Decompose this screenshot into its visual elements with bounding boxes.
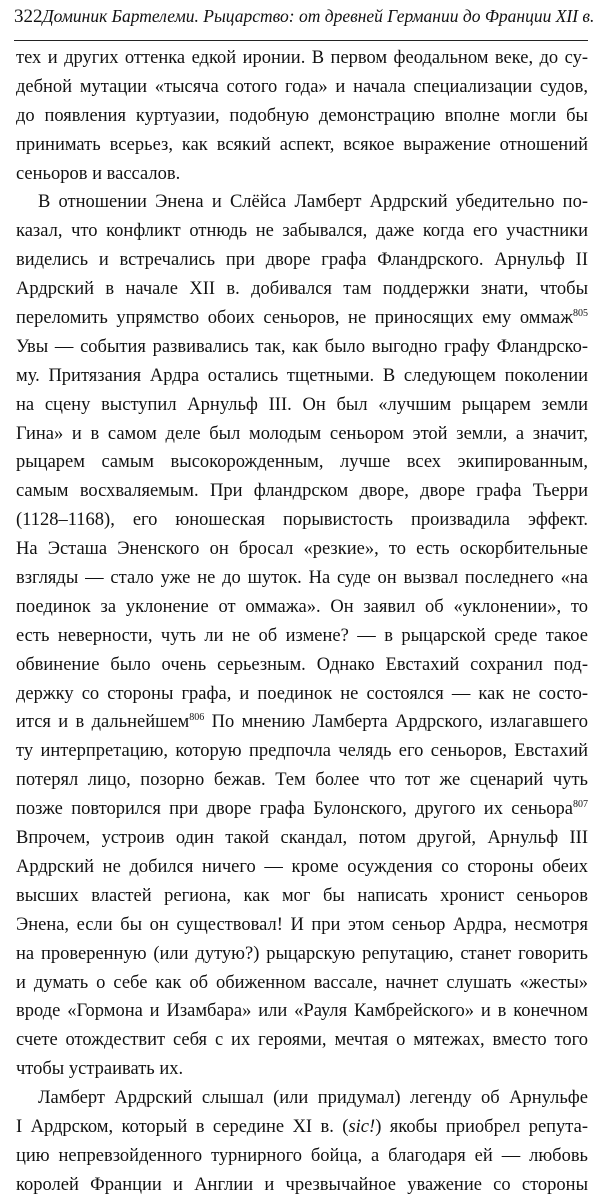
footnote-marker: 806 [189, 712, 205, 724]
text-line [16, 362, 588, 391]
text-line [16, 1055, 588, 1084]
line-text: Ардрский не добился ничего — кроме осуждения со стороны обеих [16, 856, 588, 877]
line-text: Гина» и в самом деле был молодым сеньором этой земли, а значит, [16, 423, 588, 444]
text-line [16, 304, 588, 333]
line-text: дебной мутации «тысяча сотого года» и начала специализации судов, [16, 76, 588, 97]
text-line [16, 160, 588, 189]
line-text: и думать о себе как об обиженном вассале, начнет слушать «жесты» [16, 972, 588, 993]
line-text: поединок за уклонение от оммажа». Он заявил об «уклонении», то [16, 596, 588, 617]
text-line [16, 333, 588, 362]
text-line [16, 997, 588, 1026]
line-text: самым восхваляемым. При фландрском дворе, дворе графа Тьерри [16, 481, 588, 502]
line-text: есть неверности, чуть ли не об измене? — в рыцарской среде такое [16, 625, 588, 646]
text-line [16, 766, 588, 795]
line-text-continued: По мнению Ламберта Ардрского, излагавшего [204, 712, 588, 733]
text-line [16, 448, 588, 477]
text-line [16, 651, 588, 680]
italic-text: sic! [348, 1116, 376, 1137]
running-title: Доминик Бартелеми. Рыцарство: от древней Германии до Франции XII в. [42, 6, 595, 26]
line-text-continued: ) якобы приобрел репута- [375, 1116, 588, 1137]
text-line [16, 44, 588, 73]
text-line [16, 275, 588, 304]
line-text: переломить упрямство обоих сеньоров, не приносящих ему оммаж [16, 308, 573, 329]
line-text: высших властей региона, как мог бы написать хронист сеньоров [16, 885, 588, 906]
text-line [16, 506, 588, 535]
text-line [16, 795, 588, 824]
line-text: В отношении Энена и Слёйса Ламберт Ардрский убедительно по- [38, 192, 588, 213]
line-text: ится и в дальнейшем [16, 712, 190, 733]
line-text: королей Франции и Англии и чрезвычайное уважение со стороны [16, 1174, 588, 1195]
line-text: сеньоров и вассалов. [16, 163, 181, 184]
page-header [14, 6, 595, 36]
line-text: Увы — события развивались так, как было выгодно графу Фландрско- [16, 336, 588, 357]
text-line [16, 1026, 588, 1055]
line-text: до появления куртуазии, подобную демонстрацию вполне могли бы [16, 105, 588, 126]
line-text: на сцену выступил Арнульф III. Он был «лучшим рыцарем земли [16, 394, 588, 415]
text-line [16, 1113, 588, 1142]
line-text: чтобы устраивать их. [16, 1059, 184, 1080]
text-line [16, 853, 588, 882]
line-text: вроде «Гормона и Изамбара» или «Рауля Камбрейского» и в конечном [16, 1001, 588, 1022]
line-text: виделись и встречались при дворе графа Фландрского. Арнульф II [16, 250, 588, 271]
line-text: На Эсташа Эненского он бросал «резкие», то есть оскорбительные [16, 539, 588, 560]
line-text: обвинение было очень серьезным. Однако Евстахий сохранил под- [16, 654, 588, 675]
line-text: взгляды — стало уже не до шуток. На суде он вызвал последнего «на [16, 568, 588, 589]
page-number: 322 [14, 6, 43, 27]
text-line [16, 911, 588, 940]
text-line [16, 535, 588, 564]
line-text: ту интерпретацию, которую предпочла челядь его сеньоров, Евстахий [16, 741, 588, 762]
line-text: цию непревзойденного турнирного бойца, а благодаря ей — любовь [16, 1145, 588, 1166]
footnote-marker: 805 [573, 308, 588, 320]
text-line [16, 217, 588, 246]
line-text: рыцарем самым высокорожденным, лучше всех экипированным, [16, 452, 588, 473]
text-line [16, 824, 588, 853]
line-text: казал, что конфликт отнюдь не забывался, даже когда его участники [16, 221, 588, 242]
text-line [16, 1084, 588, 1113]
text-line [16, 131, 588, 160]
footnote-marker: 807 [573, 799, 588, 811]
text-line [16, 708, 588, 737]
line-text: I Ардрском, который в середине XI в. ( [16, 1116, 349, 1137]
text-line [16, 622, 588, 651]
text-line [16, 420, 588, 449]
text-line [16, 882, 588, 911]
line-text: на проверенную (или дутую?) рыцарскую репутацию, станет говорить [16, 943, 588, 964]
text-line [16, 940, 588, 969]
line-text: Энена, если бы он существовал! И при этом сеньор Ардра, несмотря [16, 914, 588, 935]
text-line [16, 1142, 588, 1171]
line-text: позже повторился при дворе графа Булонского, другого их сеньора [16, 799, 573, 820]
text-line [16, 969, 588, 998]
header-rule [14, 40, 588, 41]
text-line [16, 246, 588, 275]
text-line [16, 391, 588, 420]
text-line [16, 680, 588, 709]
text-line [16, 477, 588, 506]
line-text: потерял лицо, позорно бежав. Тем более что тот же сценарий чуть [16, 770, 588, 791]
text-line [16, 564, 588, 593]
text-line [16, 593, 588, 622]
line-text: принимать всерьез, как всякий аспект, всякое выражение отношений [16, 134, 588, 155]
line-text: держку со стороны графа, и поединок не состоялся — как не состо- [16, 683, 588, 704]
text-line [16, 1171, 588, 1200]
text-line [16, 73, 588, 102]
line-text: счете отождествит себя с их героями, мечтая о мятежах, вместо того [16, 1030, 588, 1051]
line-text: Впрочем, устроив один такой скандал, потом другой, Арнульф III [16, 828, 588, 849]
line-text: му. Притязания Ардра остались тщетными. В следующем поколении [16, 365, 588, 386]
text-line [16, 737, 588, 766]
main-text [16, 44, 588, 1200]
line-text: Ламберт Ардрский слышал (или придумал) легенду об Арнульфе [38, 1088, 588, 1109]
line-text: тех и других оттенка едкой иронии. В первом феодальном веке, до су- [16, 48, 588, 68]
line-text: Ардрский в начале XII в. добивался там поддержки знати, чтобы [16, 279, 588, 300]
text-line [16, 102, 588, 131]
line-text: (1128–1168), его юношеская порывистость произвадила эффект. [16, 510, 588, 531]
text-line [16, 188, 588, 217]
